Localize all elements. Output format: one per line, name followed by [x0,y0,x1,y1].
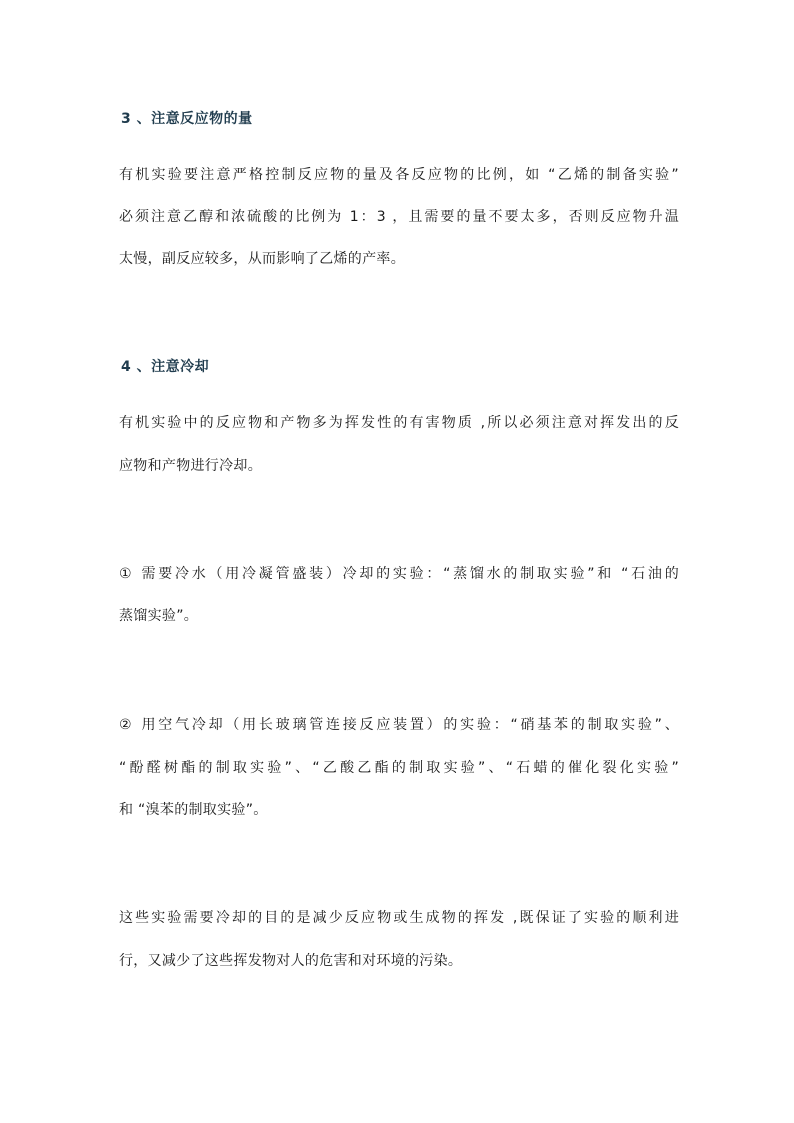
section-3-paragraph-line: 必须注意乙醇和浓硫酸的比例为 1：3 ，且需要的量不要太多，否则反应物升温 [119,209,679,225]
section-4-heading: 4 、注意冷却 [121,359,210,375]
purpose-paragraph-line: 这些实验需要冷却的目的是减少反应物或生成物的挥发 ,既保证了实验的顺利进 [119,910,679,926]
item-1-line: 蒸馏实验”。 [119,608,199,624]
item-2-line: ② 用空气冷却（用长玻璃管连接反应装置）的实验：“硝基苯的制取实验”、 [119,717,679,733]
section-3-paragraph-line: 有机实验要注意严格控制反应物的量及各反应物的比例，如 “乙烯的制备实验” [119,167,679,183]
section-4-intro-line: 有机实验中的反应物和产物多为挥发性的有害物质 ,所以必须注意对挥发出的反 [119,415,679,431]
item-2-line: 和 “溴苯的制取实验”。 [119,802,268,818]
purpose-paragraph-line: 行，又减少了这些挥发物对人的危害和对环境的污染。 [119,953,463,969]
section-4-intro-line: 应物和产物进行冷却。 [119,458,262,474]
item-2-line: “酚醛树酯的制取实验”、“乙酸乙酯的制取实验”、“石蜡的催化裂化实验” [119,760,679,776]
section-3-heading: 3 、注意反应物的量 [121,111,253,127]
item-1-line: ① 需要冷水（用冷凝管盛装）冷却的实验：“蒸馏水的制取实验”和 “石油的 [119,566,679,582]
section-3-paragraph-line: 太慢，副反应较多，从而影响了乙烯的产率。 [119,251,405,267]
